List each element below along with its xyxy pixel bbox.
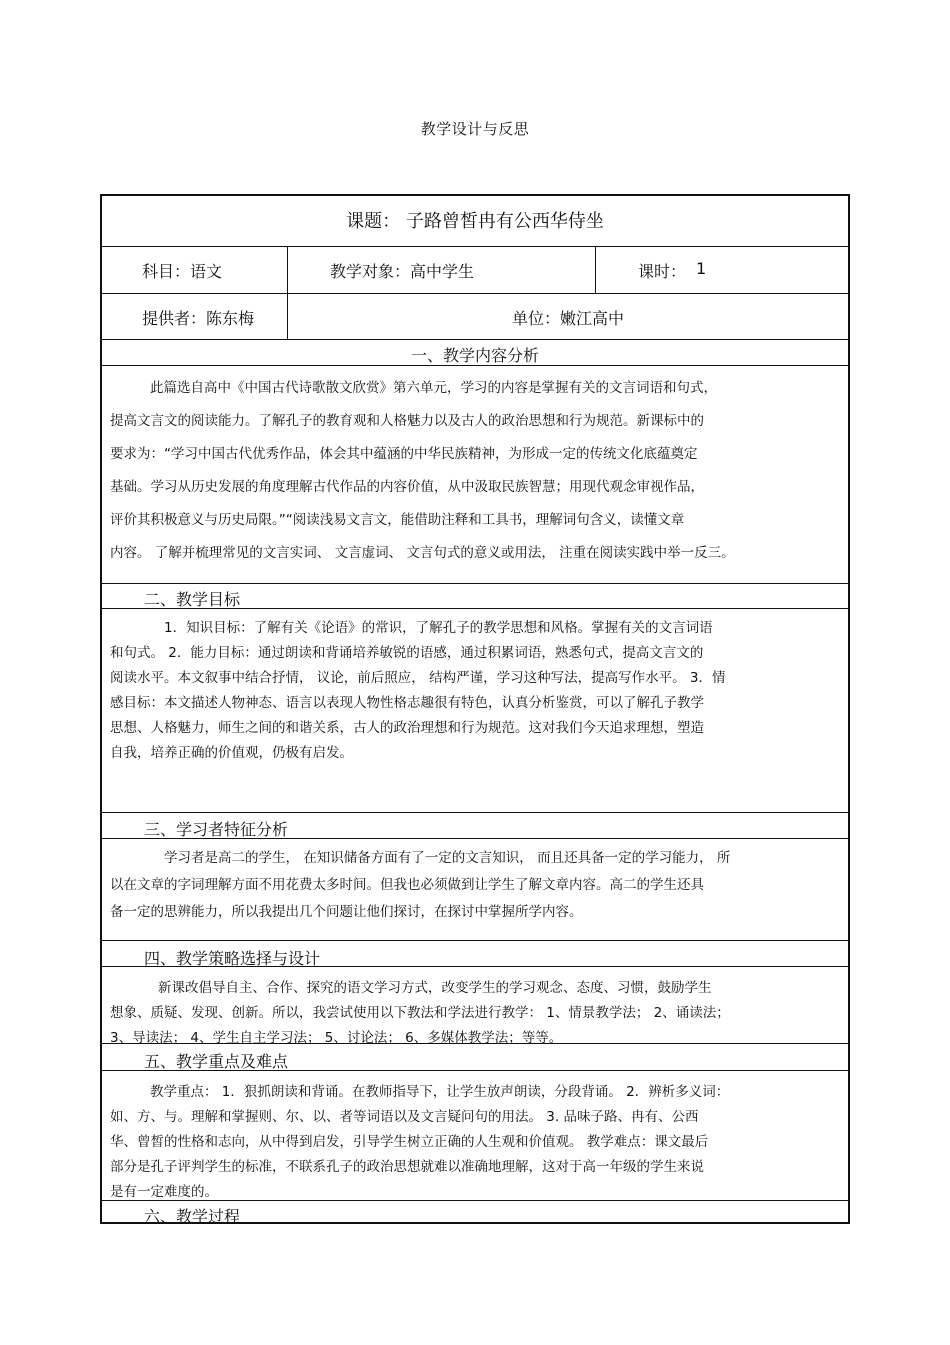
divider [102, 365, 848, 366]
section-title: 四、教学策略选择与设计 [144, 949, 321, 968]
divider [102, 838, 848, 839]
section-title: 三、学习者特征分析 [144, 820, 289, 839]
unit-cell: 单位：嫩江高中 [511, 309, 624, 328]
divider [102, 940, 848, 941]
divider [102, 812, 848, 813]
hours-value: 1 [696, 259, 707, 278]
page-title: 教学设计与反思 [420, 120, 530, 138]
section-title: 五、教学重点及难点 [144, 1052, 289, 1071]
section-title: 一、教学内容分析 [410, 346, 539, 365]
hours-label: 课时： [638, 262, 687, 281]
audience-cell: 教学对象：高中学生 [330, 262, 475, 281]
divider [102, 1200, 848, 1201]
divider [102, 246, 848, 247]
divider [102, 1043, 848, 1044]
divider [102, 339, 848, 340]
divider [595, 246, 596, 293]
divider [102, 583, 848, 584]
provider-cell: 提供者：陈东梅 [142, 309, 255, 328]
subject-cell: 科目：语文 [142, 262, 223, 281]
divider [287, 246, 288, 293]
topic-cell: 课题： 子路曾皙冉有公西华侍坐 [346, 211, 604, 232]
divider [102, 1070, 848, 1071]
divider [102, 966, 848, 967]
section-title: 二、教学目标 [144, 590, 241, 609]
section-title: 六、教学过程 [144, 1207, 241, 1226]
divider [102, 608, 848, 609]
lesson-plan-table: 课题： 子路曾皙冉有公西华侍坐 科目：语文 教学对象：高中学生 课时： 1 提供者：陈东梅 单位：嫩江高中 一、教学内容分析 此篇选自高中《中国古代诗歌散文欣赏》第六单元，学习的内容是掌握有关的文言词语和句式， 提高文言文的阅读能力。了解孔子的教育观和人格魅力以及古人的政治思想和行为规范。新课标中的 要求为：“学习中国古代优秀作品，体会其中蕴涵的中华民族精神，为形成一定的传统文化底蕴奠定 基础。学习从历史发展的角度理解古代作品的内容价值，从中汲取民族智慧；用现代观念审视作品， 评价其积极意义与历史局限。”“阅读浅易文言文，能借助注释和工具书，理解词句含义，读懂文章 内容。 了解并梳理常见的文言实词、 文言虚词、 文言句式的意义或用法， 注重在阅读实践中举一反三。 二、教学目标 1．知识目标：了解有关《论语》的常识，了解孔子的教学思想和风格。掌握有关的文言词语 和句式。 2．能力目标：通过朗读和背诵培养敏锐的语感，通过积累词语，熟悉句式，提高文言文的 阅读水平。本文叙事中结合抒情， 议论，前后照应， 结构严谨，学习这种写法，提高写作水平。 3．情 感目标：本文描述人物神态、语言以表现人物性格志趣很有特色，认真分析鉴赏，可以了解孔子教学 思想、人格魅力，师生之间的和谐关系，古人的政治理想和行为规范。这对我们今天追求理想，塑造 自我，培养正确的价值观，仍极有启发。 三、学习者特征分析 学习者是高二的学生， 在知识储备方面有了一定的文言知识， 而且还具备一定的学习能力， 所 以在文章的字词理解方面不用花费太多时间。但我也必须做到让学生了解文章内容。高二的学生还具 备一定的思辨能力，所以我提出几个问题让他们探讨，在探讨中掌握所学内容。 四、教学策略选择与设计 新课改倡导自主、合作、探究的语文学习方式，改变学生的学习观念、态度、习惯，鼓励学生 想象、质疑、发现、创新。所以，我尝试使用以下教法和学法进行教学： 1、情景教学法； 2、诵读法； 3、导读法； 4、学生自主学习法； 5、讨论法； 6、多媒体教学法；等等。 五、教学重点及难点 教学重点： 1．狠抓朗读和背诵。在教师指导下，让学生放声朗读，分段背诵。 2．辨析多义词： 如、方、与。理解和掌握则、尔、以、者等词语以及文言疑问句的用法。 3. 品味子路、冉有、公西 华、曾皙的性格和志向，从中得到启发，引导学生树立正确的人生观和价值观。 教学难点：课文最后 部分是孔子评判学生的标准，不联系孔子的政治思想就难以准确地理解，这对于高一年级的学生来说 是有一定难度的。 六、教学过程 [100, 194, 850, 1224]
divider [102, 293, 848, 294]
